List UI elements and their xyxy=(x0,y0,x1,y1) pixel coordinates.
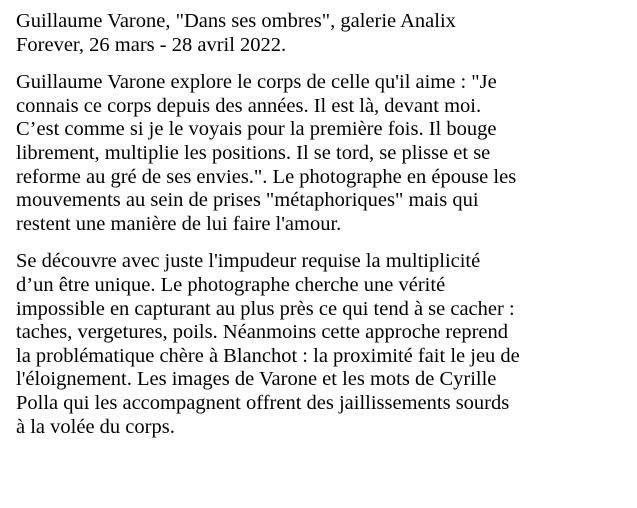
article-paragraph-1: Guillaume Varone explore le corps de celle qu'il aime : "Je connais ce corps depuis des années. Il est là, devant moi. C’est comme si je le voyais pour la première fois. Il bouge librement, multiplie les positions. Il se tord, se plisse et se reforme au gré de ses envies.". Le photographe en épouse les mouvements au sein de prises "métaphoriques" mais qui restent une manière de lui faire l'amour. xyxy=(16,71,517,235)
article-header: Guillaume Varone, "Dans ses ombres", galerie Analix Forever, 26 mars - 28 avril 2022. xyxy=(16,10,456,56)
article-paragraph-2: Se découvre avec juste l'impudeur requise la multiplicité d’un être unique. Le photographe cherche une vérité impossible en capturant au plus près ce qui tend à se cacher : taches, vergetures, poils. Néanmoins cette approche reprend la problématique chère à Blanchot : la proximité fait le jeu de l'éloignement. Les images de Varone et les mots de Cyrille Polla qui les accompagnent offrent des jaillissements sourds à la volée du corps. xyxy=(16,250,520,438)
